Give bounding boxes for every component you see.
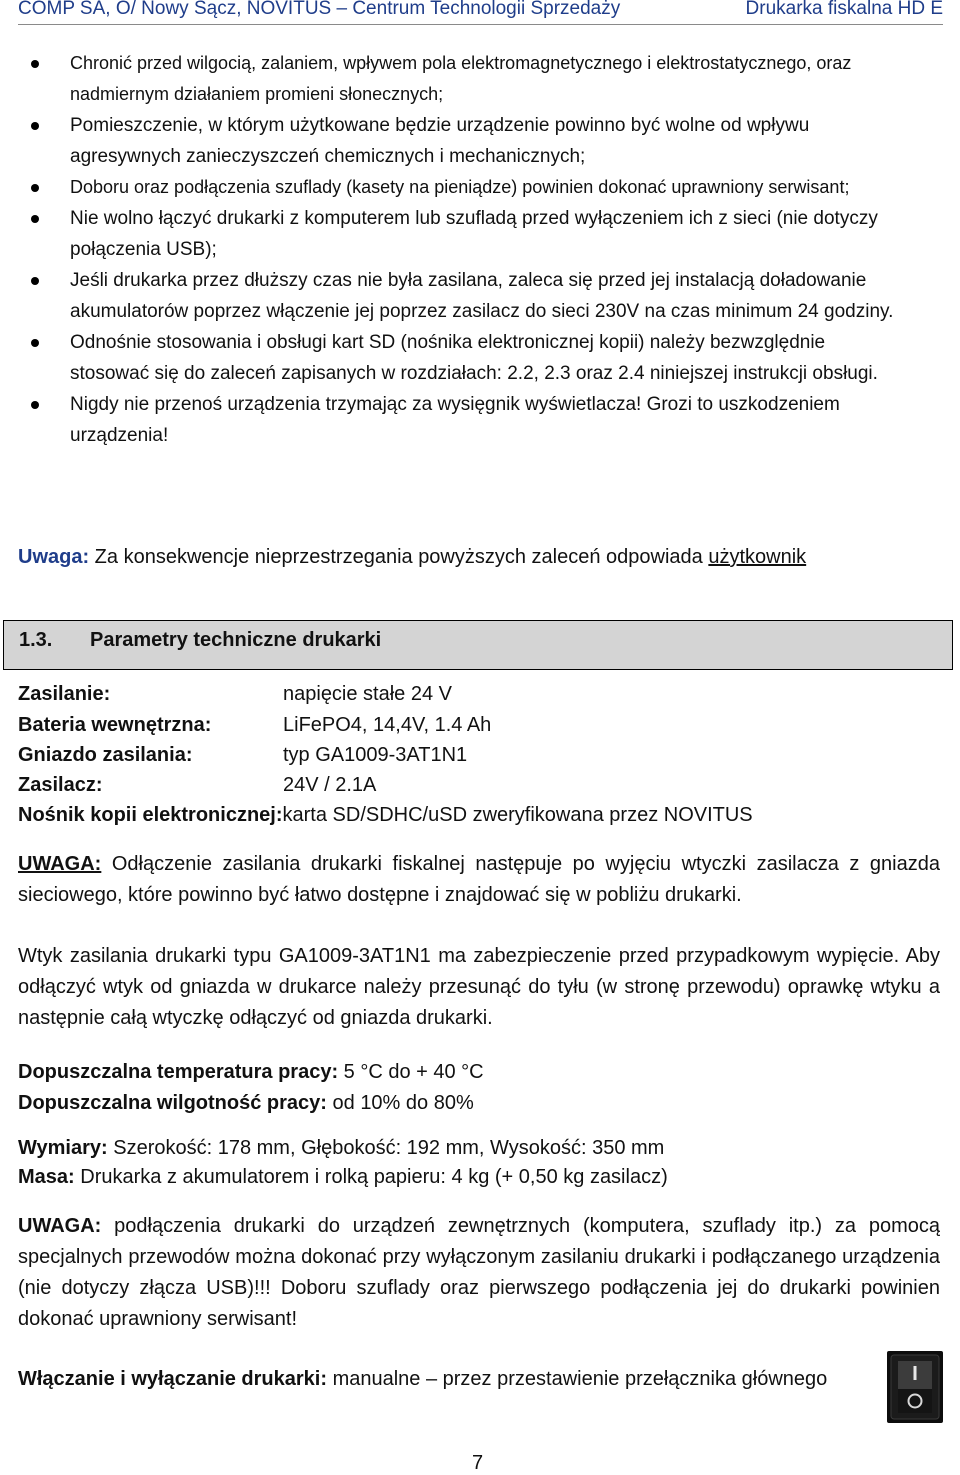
param-value: typ GA1009-3AT1N1 xyxy=(283,744,468,766)
bullet-icon xyxy=(31,60,39,68)
notice-paragraph xyxy=(18,849,940,911)
section-heading xyxy=(3,620,953,670)
notice-label: UWAGA: xyxy=(18,1215,102,1237)
page-number: 7 xyxy=(472,1452,484,1474)
param-label: Gniazdo zasilania: xyxy=(18,744,193,766)
list-item: Chronić przed wilgocią, zalaniem, wpływem pola elektromagnetycznego i elektrostatycznego, oraz nadmiernym działaniem promieni słonecznych; xyxy=(0,48,906,110)
notice-text: podłączenia drukarki do urządzeń zewnętrznych (komputera, szuflady itp.) za pomocą specjalnych przewodów można dokonać przy wyłączonym zasilaniu drukarki i podłączanego urządzenia (nie dotyczy złącza USB)!!! Doboru szuflady oraz pierwszego podłączenia jej do drukarki powinien dokonać uprawniony serwisant! xyxy=(18,1215,940,1330)
physical-label: Wymiary: xyxy=(18,1137,108,1159)
param-row xyxy=(18,683,452,706)
physical-value: Drukarka z akumulatorem i rolką papieru: 4 kg (+ 0,50 kg zasilacz) xyxy=(74,1166,668,1188)
condition-value: od 10% do 80% xyxy=(326,1092,474,1114)
physical-value: Szerokość: 178 mm, Głębokość: 192 mm, Wysokość: 350 mm xyxy=(107,1137,665,1159)
param-value: 24V / 2.1A xyxy=(283,774,377,796)
connection-notice xyxy=(18,1211,940,1335)
param-value: karta SD/SDHC/uSD zweryfikowana przez NOVITUS xyxy=(282,804,753,826)
list-item: Odnośnie stosowania i obsługi kart SD (nośnika elektronicznej kopii) należy bezwzględnie stosować się do zaleceń zapisanych w rozdziałach: 2.2, 2.3 oraz 2.4 niniejszej instrukcji obsługi. xyxy=(0,327,906,389)
plug-paragraph: Wtyk zasilania drukarki typu GA1009-3AT1N1 ma zabezpieczenie przed przypadkowym wypięcie. Aby odłączyć wtyk od gniazda w drukarce należy przesunąć do tyłu (w stronę przewodu) oprawkę wtyku a następnie całą wtyczkę odłączyć od gniazda drukarki. xyxy=(18,945,940,1029)
list-item: Jeśli drukarka przez dłuższy czas nie była zasilana, zaleca się przed jej instalacją doładowanie akumulatorów poprzez włączenie jej poprzez zasilacz do sieci 230V na czas minimum 24 godziny. xyxy=(0,265,906,327)
condition-label: Dopuszczalna wilgotność pracy: xyxy=(18,1092,327,1114)
section-title: Parametry techniczne drukarki xyxy=(90,629,382,651)
list-item: Nigdy nie przenoś urządzenia trzymając za wysięgnik wyświetlacza! Grozi to uszkodzeniem urządzenia! xyxy=(0,389,906,451)
param-row xyxy=(18,774,376,797)
param-label: Bateria wewnętrzna: xyxy=(18,714,212,736)
bullet-icon xyxy=(31,184,39,192)
safety-list xyxy=(0,48,960,451)
list-item: Pomieszczenie, w którym użytkowane będzie urządzenie powinno być wolne od wpływu agresywnych zanieczyszczeń chemicznych i mechanicznych; xyxy=(0,110,906,172)
bullet-icon xyxy=(31,215,39,223)
bullet-icon xyxy=(31,277,39,285)
bullet-icon xyxy=(31,401,39,409)
header-left: COMP SA, O/ Nowy Sącz, NOVITUS – Centrum Technologii Sprzedaży xyxy=(18,0,621,19)
list-item: Doboru oraz podłączenia szuflady (kasety na pieniądze) powinien dokonać uprawniony serwisant; xyxy=(0,172,906,203)
param-label: Zasilanie: xyxy=(18,683,111,705)
section-number: 1.3. xyxy=(19,629,53,651)
power-switch-label: Włączanie i wyłączanie drukarki: xyxy=(18,1368,328,1390)
condition-label: Dopuszczalna temperatura pracy: xyxy=(18,1061,339,1083)
param-row xyxy=(18,804,753,827)
page-header xyxy=(18,0,943,25)
param-row xyxy=(18,744,467,767)
power-switch-icon xyxy=(887,1351,943,1423)
warning-label: Uwaga: xyxy=(18,546,90,568)
physical-row xyxy=(18,1166,668,1189)
condition-row xyxy=(18,1092,474,1115)
power-switch-text: manualne – przez przestawienie przełącznika głównego xyxy=(327,1368,828,1390)
list-item: Nie wolno łączyć drukarki z komputerem lub szufladą przed wyłączeniem ich z sieci (nie dotyczy połączenia USB); xyxy=(0,203,906,265)
notice-label: UWAGA: xyxy=(18,853,102,875)
bullet-icon xyxy=(31,339,39,347)
warning-text: Za konsekwencje nieprzestrzegania powyższych zaleceń odpowiada xyxy=(89,546,709,568)
param-label: Nośnik kopii elektronicznej: xyxy=(18,804,283,826)
bullet-icon xyxy=(31,122,39,130)
param-value: LiFePO4, 14,4V, 1.4 Ah xyxy=(283,714,492,736)
header-right: Drukarka fiskalna HD E xyxy=(745,0,943,19)
physical-row xyxy=(18,1137,664,1160)
param-row xyxy=(18,714,491,737)
param-label: Zasilacz: xyxy=(18,774,103,796)
rocker-switch-icon xyxy=(887,1351,943,1423)
notice-text: Odłączenie zasilania drukarki fiskalnej następuje po wyjęciu wtyczki zasilacza z gniazda sieciowego, które powinno być łatwo dostępne i znajdować się w pobliżu drukarki. xyxy=(18,853,940,906)
condition-row xyxy=(18,1061,484,1084)
param-value: napięcie stałe 24 V xyxy=(283,683,453,705)
warning-underlined: użytkownik xyxy=(708,546,807,568)
warning-note xyxy=(18,546,806,569)
power-switch-paragraph xyxy=(18,1364,868,1395)
condition-value: 5 °C do + 40 °C xyxy=(338,1061,484,1083)
physical-label: Masa: xyxy=(18,1166,75,1188)
